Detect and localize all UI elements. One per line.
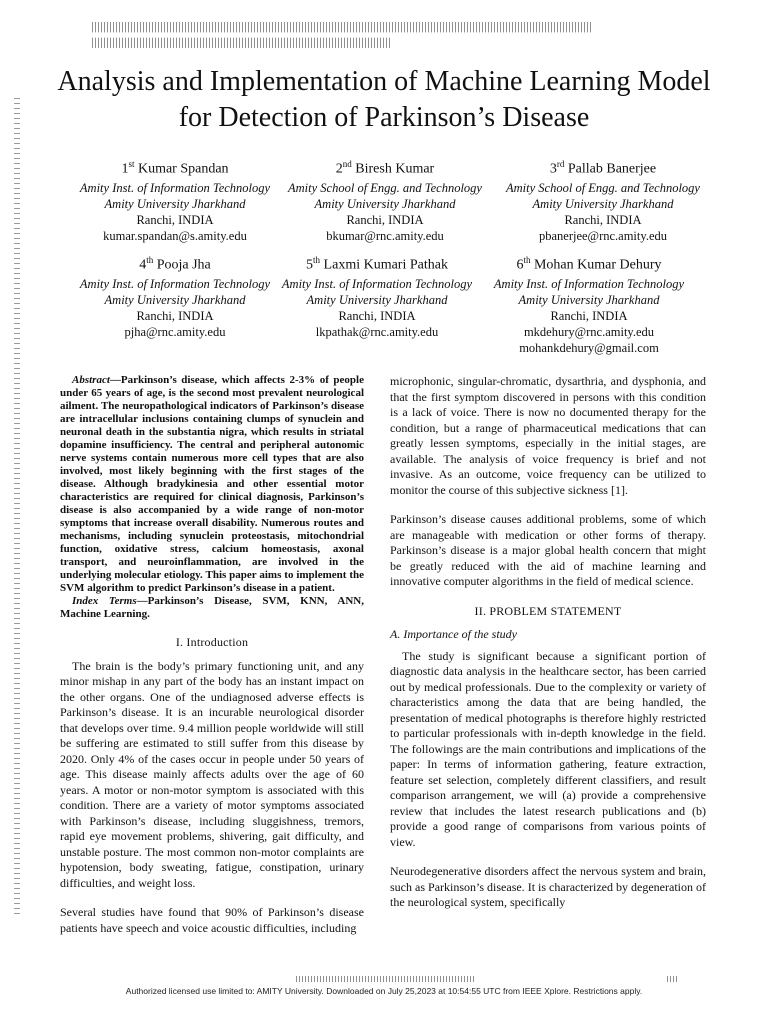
section-heading: I. Introduction xyxy=(175,635,249,649)
footer-garbled xyxy=(296,976,476,982)
page-number-garbled xyxy=(667,976,679,982)
author-block: 6th Mohan Kumar Dehury Amity Inst. of Information Technology Amity University Jharkhand Ranchi, INDIA mkdehury@rnc.amity.edu mohankdehury@gmail.com xyxy=(474,252,704,356)
paragraph: Several studies have found that 90% of Parkinson’s disease patients have speech and voice acoustic difficulties, including xyxy=(60,905,364,935)
author-email: mkdehury@rnc.amity.edu xyxy=(523,324,655,339)
paragraph: Parkinson’s disease causes additional problems, some of which are manageable with medication or other forms of therapy. Parkinson’s disease is a major global health concern that might be greatly reduced with the aid of machine learning and innovative computer algorithms in the field of medical science. xyxy=(390,512,706,588)
side-margin-garbled xyxy=(14,98,20,916)
paragraph: The study is significant because a significant portion of diagnostic data analysis in the healthcare sector, has been carried out by medical professionals. Due to the complexity or variety of characteristics among the data that are being handled, the presentation of medical photographs is therefore highly restricted to particular professionals with in-depth knowledge in the field. The followings are the main contributions and implications of the paper: In terms of information gathering, feature extraction, feature set selection, completely different classifiers, and result comparison arrangement, we will (a) provide a comprehensive review that includes the latest research publications and (b) provide a good range of comparisons from various points of view. xyxy=(390,648,706,849)
author-block: 2nd Biresh Kumar Amity School of Engg. and Technology Amity University Jharkhand Ranchi, INDIA bkumar@rnc.amity.edu xyxy=(270,156,500,244)
license-notice: Authorized licensed use limited to: AMITY University. Downloaded on July 25,2023 at 10:54:55 UTC from IEEE Xplore. Restrictions apply. xyxy=(125,986,643,996)
author-email: kumar.spandan@s.amity.edu xyxy=(103,228,247,243)
paragraph: microphonic, singular-chromatic, dysarthria, and dysphonia, and that the first symptom discovered in persons with this condition is a lack of voice. There is now no documented therapy for the condition, but a range of pharmaceutical medications that can greatly lessen symptoms, especially in the initial stages, are available. The analysis of voice frequency is brief and not invasive. As an outcome, voice frequency can be utilized to monitor the course of this subjective sickness [1]. xyxy=(390,374,706,497)
subsection-heading: A. Importance of the study xyxy=(390,627,517,641)
author-email-alt: mohankdehury@gmail.com xyxy=(519,340,659,355)
author-block: 3rd Pallab Banerjee Amity School of Engg. and Technology Amity University Jharkhand Ranchi, INDIA pbanerjee@rnc.amity.edu xyxy=(488,156,718,244)
section-heading: II. PROBLEM STATEMENT xyxy=(474,603,622,618)
author-email: pbanerjee@rnc.amity.edu xyxy=(538,228,667,243)
author-block: 4th Pooja Jha Amity Inst. of Information Technology Amity University Jharkhand Ranchi, INDIA pjha@rnc.amity.edu xyxy=(60,252,290,340)
paragraph: Neurodegenerative disorders affect the nervous system and brain, such as Parkinson’s disease. It is characterized by degeneration of the neurological system, specifically xyxy=(390,864,706,909)
author-email: bkumar@rnc.amity.edu xyxy=(326,228,444,243)
author-block: 1st Kumar Spandan Amity Inst. of Information Technology Amity University Jharkhand Ranchi, INDIA kumar.spandan@s.amity.edu xyxy=(60,156,290,244)
author-email: lkpathak@rnc.amity.edu xyxy=(315,324,439,339)
paragraph: The brain is the body’s primary functioning unit, and any minor mishap in any part of the body has an instant impact on the other organs. One of the undiagnosed adverse effects is Parkinson’s disease. It is an incurable neurological disorder that develops over time. 9.4 million people worldwide will still be suffering are estimated to still suffer from this disease by 2020. Only 4% of the cases occur in people under 50 years of age. This disease mainly affects adults over the age of 60 years. A motor or non-motor symptom is associated with this condition. There are a variety of motor symptoms associated with Parkinson’s disease, including sluggishness, tremors, rapid eye movement problems, shivering, gait difficulty, and unstable posture. The most common non-motor complaints are hypotension, body sweating, fatigue, constipation, urinary difficulties, and weight loss. xyxy=(60,658,364,890)
left-column xyxy=(60,374,364,936)
paper-title: Analysis and Implementation of Machine Learning Model for Detection of Parkinson’s Disease xyxy=(57,66,711,133)
abstract: Abstract—Parkinson’s disease, which affects 2-3% of people under 65 years of age, is the second most prevalent neurological ailment. The neuropathological indicators of Parkinson’s disease are intracellular inclusions containing clumps of synuclein and neuronal death in the substantia nigra, which results in striatal dopamine insufficiency. The central and peripheral autonomic nerve systems contain numerous more cell types that are also involved, most likely beginning with the first stages of the disease. Although bradykinesia and other essential motor characteristics are required for clinical diagnosis, Parkinson’s disease is also accompanied by a wide range of non-motor symptoms that increase overall disability. Numerous routes and mechanisms, including synuclein proteostasis, mitochondrial function, oxidative stress, calcium homeostasis, axonal transport, and neuroinflammation, are involved in the underlying molecular etiology. This paper aims to implement the SVM algorithm to predict Parkinson’s disease in a patient. Index Terms—Parkinson’s Disease, SVM, KNN, ANN, Machine Learning. xyxy=(60,374,364,620)
author-email: pjha@rnc.amity.edu xyxy=(124,324,226,339)
author-block: 5th Laxmi Kumari Pathak Amity Inst. of Information Technology Amity University Jharkhand Ranchi, INDIA lkpathak@rnc.amity.edu xyxy=(262,252,492,340)
right-column xyxy=(390,374,706,911)
conference-header-garbled xyxy=(92,22,592,48)
